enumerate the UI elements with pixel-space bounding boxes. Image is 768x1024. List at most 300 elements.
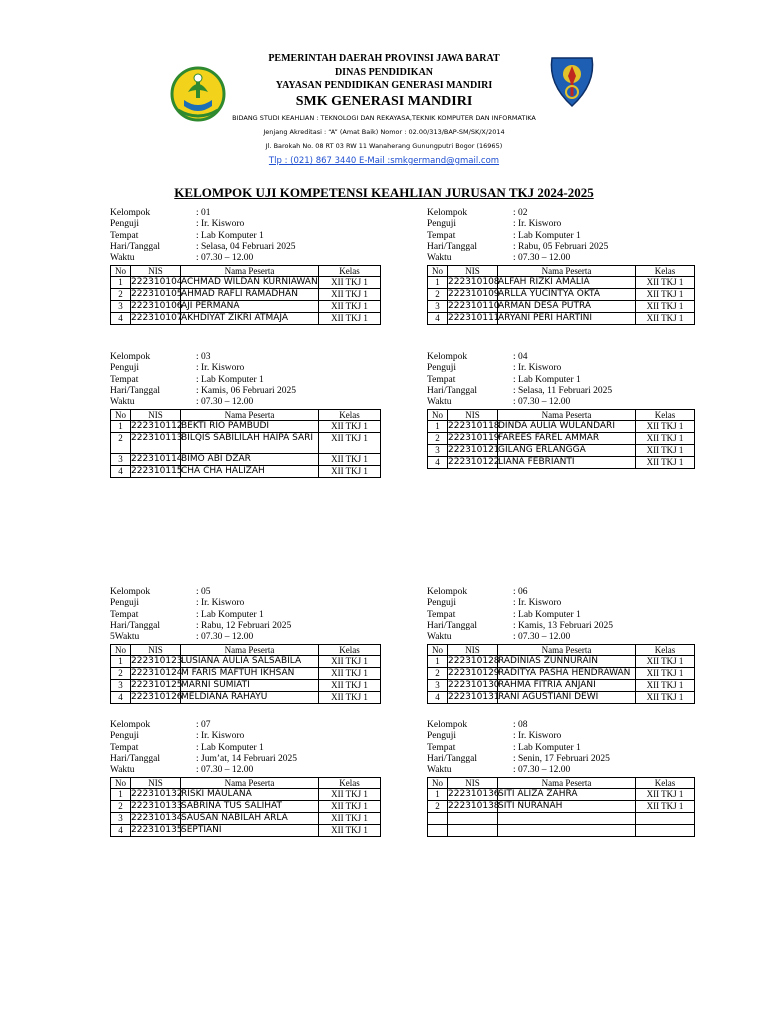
column-header-nis: NIS <box>131 410 181 421</box>
info-kelompok <box>110 587 380 598</box>
info-penguji <box>427 598 697 609</box>
cell-kelas: XII TKJ 1 <box>636 680 695 692</box>
cell-nis: 222310106 <box>131 301 183 312</box>
cell-nis: 222310105 <box>131 289 183 300</box>
info-label: Hari/Tanggal <box>110 753 160 764</box>
info-label: Penguji <box>110 363 140 374</box>
cell-nama: SAUSAN NABILAH ARLA <box>181 813 319 825</box>
info-hari <box>427 754 697 765</box>
cell-nama: ALFAH RIZKI AMALIA <box>498 277 636 289</box>
info-tempat <box>110 743 380 754</box>
column-header-no: No <box>111 410 131 421</box>
cell-nis: 222310136 <box>448 789 500 800</box>
alamat: Jl. Barokah No. 08 RT 03 RW 11 Wanaherang Gunungputri Bogor (16965) <box>265 142 503 150</box>
cell-nis: 222310132 <box>131 789 183 800</box>
column-header-nis: NIS <box>448 645 498 656</box>
table-header-row <box>111 645 381 656</box>
info-label: Tempat <box>427 374 456 385</box>
info-hari <box>427 386 697 397</box>
info-label: Waktu <box>110 253 135 264</box>
column-header-nama: Nama Peserta <box>181 266 319 277</box>
info-penguji <box>427 731 697 742</box>
info-value: : Ir. Kisworo <box>513 363 562 374</box>
info-label: Tempat <box>110 374 139 385</box>
info-value: : 01 <box>196 208 211 218</box>
table-row <box>428 789 695 801</box>
cell-nama: ARLLA YUCINTYA OKTA <box>498 289 636 301</box>
column-header-kelas: Kelas <box>319 410 381 421</box>
info-kelompok <box>110 208 380 219</box>
cell-no <box>428 825 448 837</box>
cell-nis: 222310134 <box>131 813 183 824</box>
info-label: Waktu <box>427 765 452 776</box>
info-label: Kelompok <box>427 587 468 597</box>
table-row <box>428 668 695 680</box>
table-row <box>428 433 695 445</box>
cell-nis: 222310138 <box>448 801 500 812</box>
participants-table <box>110 777 381 837</box>
info-hari <box>427 242 697 253</box>
info-tempat <box>110 231 380 242</box>
cell-kelas: XII TKJ 1 <box>319 421 381 433</box>
table-row <box>428 277 695 289</box>
info-label: Kelompok <box>427 208 468 218</box>
info-hari <box>110 242 380 253</box>
info-value: : Rabu, 12 Februari 2025 <box>196 620 292 631</box>
cell-no: 2 <box>428 433 448 445</box>
cell-nis: 222310128 <box>448 656 500 667</box>
cell-kelas: XII TKJ 1 <box>319 466 381 478</box>
cell-no: 3 <box>111 813 131 825</box>
table-row <box>111 692 381 704</box>
cell-kelas: XII TKJ 1 <box>636 457 695 469</box>
participants-table <box>110 409 381 478</box>
cell-no: 2 <box>428 289 448 301</box>
participants-table <box>427 777 695 837</box>
column-header-nis: NIS <box>448 410 498 421</box>
table-header-row <box>428 645 695 656</box>
cell-nis: 222310110 <box>448 301 500 312</box>
cell-no: 4 <box>428 457 448 469</box>
info-value: : Ir. Kisworo <box>196 598 245 609</box>
info-label: Penguji <box>427 731 457 742</box>
group-6 <box>427 587 697 704</box>
cell-nama: GILANG ERLANGGA <box>498 445 636 457</box>
cell-no: 1 <box>428 656 448 668</box>
cell-kelas: XII TKJ 1 <box>636 668 695 680</box>
cell-nama: ARMAN DESA PUTRA <box>498 301 636 313</box>
cell-no: 1 <box>111 277 131 289</box>
group-8 <box>427 720 697 837</box>
info-label: Tempat <box>110 609 139 620</box>
cell-nis: 222310107 <box>131 313 183 324</box>
cell-no: 3 <box>428 445 448 457</box>
table-row <box>111 313 381 325</box>
cell-nis: 222310122 <box>448 457 500 468</box>
info-label: Hari/Tanggal <box>427 620 477 631</box>
cell-kelas: XII TKJ 1 <box>636 301 695 313</box>
cell-nis: 222310112 <box>131 421 183 432</box>
column-header-no: No <box>428 645 448 656</box>
cell-nama: FAREES FAREL AMMAR <box>498 433 636 445</box>
cell-nis: 222310125 <box>131 680 183 691</box>
info-label: Hari/Tanggal <box>110 385 160 396</box>
cell-nama: AHMAD RAFLI RAMADHAN <box>181 289 319 301</box>
cell-no: 4 <box>111 825 131 837</box>
info-value: : Lab Komputer 1 <box>196 742 264 753</box>
cell-nis: 222310133 <box>131 801 183 812</box>
info-label: Penguji <box>427 219 457 230</box>
table-row <box>428 445 695 457</box>
info-penguji <box>110 219 380 230</box>
table-header-row <box>428 410 695 421</box>
info-value: : Selasa, 11 Februari 2025 <box>513 385 613 396</box>
column-header-no: No <box>428 778 448 789</box>
info-penguji <box>110 598 380 609</box>
info-value: : Ir. Kisworo <box>513 219 562 230</box>
info-value: : 04 <box>513 352 528 362</box>
info-value: : Lab Komputer 1 <box>513 609 581 620</box>
info-value: : 03 <box>196 352 211 362</box>
info-penguji <box>110 731 380 742</box>
info-value: : Senin, 17 Februari 2025 <box>513 753 610 764</box>
cell-nama: AKHDIYAT ZIKRI ATMAJA <box>181 313 319 325</box>
cell-no: 4 <box>111 313 131 325</box>
info-value: : Kamis, 13 Februari 2025 <box>513 620 614 631</box>
table-row <box>428 457 695 469</box>
cell-no: 2 <box>111 668 131 680</box>
info-label: Hari/Tanggal <box>427 385 477 396</box>
table-row <box>111 277 381 289</box>
cell-no: 3 <box>428 301 448 313</box>
table-row <box>111 668 381 680</box>
table-row <box>428 656 695 668</box>
cell-nis: 222310118 <box>448 421 500 432</box>
cell-nis: 222310119 <box>448 433 500 444</box>
info-label: Waktu <box>427 253 452 264</box>
info-waktu <box>427 765 697 776</box>
cell-nis: 222310109 <box>448 289 500 300</box>
cell-nama: ARYANI PERI HARTINI <box>498 313 636 325</box>
info-waktu <box>427 397 697 408</box>
cell-no: 4 <box>111 692 131 704</box>
cell-no: 3 <box>111 680 131 692</box>
info-penguji <box>110 363 380 374</box>
cell-no: 4 <box>111 466 131 478</box>
table-header-row <box>111 778 381 789</box>
table-row <box>111 813 381 825</box>
info-value: : 08 <box>513 720 528 730</box>
table-row <box>428 801 695 813</box>
table-row <box>111 656 381 668</box>
info-value: : Lab Komputer 1 <box>513 230 581 241</box>
cell-kelas: XII TKJ 1 <box>319 668 381 680</box>
cell-nama: RADITYA PASHA HENDRAWAN <box>498 668 636 680</box>
participants-table <box>427 409 695 469</box>
group-3 <box>110 352 380 478</box>
info-value: : Kamis, 06 Februari 2025 <box>196 385 297 396</box>
info-value: : Rabu, 05 Februari 2025 <box>513 241 609 252</box>
cell-kelas: XII TKJ 1 <box>319 680 381 692</box>
cell-no: 3 <box>111 301 131 313</box>
info-label: Penguji <box>427 598 457 609</box>
info-label: Kelompok <box>110 720 151 730</box>
info-label: Penguji <box>110 731 140 742</box>
cell-nama: DINDA AULIA WULANDARI <box>498 421 636 433</box>
cell-kelas: XII TKJ 1 <box>319 801 381 813</box>
cell-nis: 222310121 <box>448 445 500 456</box>
cell-kelas: XII TKJ 1 <box>636 421 695 433</box>
header-line-2: DINAS PENDIDIKAN <box>334 67 434 78</box>
info-value: : Lab Komputer 1 <box>196 374 264 385</box>
cell-kelas <box>636 813 695 825</box>
column-header-no: No <box>428 266 448 277</box>
cell-nama: MELDIANA RAHAYU <box>181 692 319 704</box>
info-value: : 07.30 – 12.00 <box>196 397 254 408</box>
info-tempat <box>110 375 380 386</box>
cell-kelas <box>636 825 695 837</box>
cell-nama: CHA CHA HALIZAH <box>181 466 319 478</box>
info-value: : 07.30 – 12.00 <box>513 397 571 408</box>
cell-kelas: XII TKJ 1 <box>319 692 381 704</box>
table-row <box>111 454 381 466</box>
info-label: Kelompok <box>427 720 468 730</box>
group-4 <box>427 352 697 469</box>
table-row <box>428 825 695 837</box>
cell-nama: SITI ALIZA ZAHRA <box>498 789 636 801</box>
table-row <box>111 466 381 478</box>
info-tempat <box>427 610 697 621</box>
info-kelompok <box>110 720 380 731</box>
info-label: Penguji <box>427 363 457 374</box>
column-header-nama: Nama Peserta <box>498 778 636 789</box>
cell-nama: ACHMAD WILDAN KURNIAWAN <box>181 277 318 288</box>
group-2 <box>427 208 697 325</box>
cell-nis: 222310115 <box>131 466 183 477</box>
table-row <box>428 813 695 825</box>
info-label: Hari/Tanggal <box>110 620 160 631</box>
document-title: KELOMPOK UJI KOMPETENSI KEAHLIAN JURUSAN TKJ 2024-2025 <box>174 185 594 200</box>
info-value: : 06 <box>513 587 528 597</box>
cell-nama: RISKI MAULANA <box>181 789 319 801</box>
table-row <box>111 433 381 454</box>
cell-nis: 222310104 <box>131 277 183 288</box>
table-row <box>428 680 695 692</box>
cell-nis: 222310126 <box>131 692 183 703</box>
info-value: : 07.30 – 12.00 <box>513 765 571 776</box>
column-header-kelas: Kelas <box>636 266 695 277</box>
cell-kelas: XII TKJ 1 <box>636 789 695 801</box>
info-value: : Ir. Kisworo <box>513 598 562 609</box>
table-row <box>428 313 695 325</box>
column-header-kelas: Kelas <box>636 645 695 656</box>
info-value: : Lab Komputer 1 <box>513 742 581 753</box>
info-tempat <box>427 231 697 242</box>
cell-nama: RAHMA FITRIA ANJANI <box>498 680 636 692</box>
cell-no: 4 <box>428 313 448 325</box>
cell-no: 1 <box>111 421 131 433</box>
info-kelompok <box>427 587 697 598</box>
cell-no: 1 <box>428 421 448 433</box>
info-label: Penguji <box>110 598 140 609</box>
header-line-3: YAYASAN PENDIDIKAN GENERASI MANDIRI <box>275 80 493 91</box>
cell-no: 4 <box>428 692 448 704</box>
cell-nis: 222310111 <box>448 313 500 324</box>
column-header-nis: NIS <box>131 266 181 277</box>
cell-kelas: XII TKJ 1 <box>636 445 695 457</box>
info-hari <box>110 621 380 632</box>
column-header-no: No <box>111 778 131 789</box>
column-header-nis: NIS <box>131 645 181 656</box>
info-value: : 07.30 – 12.00 <box>196 632 254 643</box>
cell-kelas: XII TKJ 1 <box>319 313 381 325</box>
cell-no: 1 <box>428 789 448 801</box>
cell-nama: SITI NURANAH <box>498 801 636 813</box>
column-header-nis: NIS <box>448 266 498 277</box>
cell-no: 3 <box>428 680 448 692</box>
cell-nis: 222310123 <box>131 656 183 667</box>
cell-nis: 222310124 <box>131 668 183 679</box>
info-hari <box>427 621 697 632</box>
info-value: : 07.30 – 12.00 <box>196 253 254 264</box>
info-value: : 05 <box>196 587 211 597</box>
info-value: : 07.30 – 12.00 <box>513 632 571 643</box>
info-label: 5Waktu <box>110 632 140 643</box>
info-tempat <box>110 610 380 621</box>
table-row <box>111 680 381 692</box>
info-hari <box>110 386 380 397</box>
info-value: : 02 <box>513 208 528 218</box>
info-penguji <box>427 363 697 374</box>
cell-nis: 222310114 <box>131 454 183 465</box>
cell-nama: M FARIS MAFTUH IKHSAN <box>181 668 319 680</box>
info-waktu <box>427 253 697 264</box>
info-value: : Ir. Kisworo <box>196 219 245 230</box>
cell-kelas: XII TKJ 1 <box>319 433 381 454</box>
table-row <box>428 301 695 313</box>
column-header-nama: Nama Peserta <box>498 266 636 277</box>
cell-no: 1 <box>428 277 448 289</box>
cell-kelas: XII TKJ 1 <box>319 277 381 289</box>
info-label: Tempat <box>110 230 139 241</box>
info-value: : Ir. Kisworo <box>196 363 245 374</box>
info-tempat <box>427 743 697 754</box>
info-label: Hari/Tanggal <box>427 753 477 764</box>
column-header-kelas: Kelas <box>319 266 381 277</box>
column-header-nama: Nama Peserta <box>181 410 319 421</box>
participants-table <box>427 265 695 325</box>
cell-no: 2 <box>428 668 448 680</box>
info-hari <box>110 754 380 765</box>
info-value: : Lab Komputer 1 <box>513 374 581 385</box>
cell-no <box>428 813 448 825</box>
cell-nama <box>498 813 636 825</box>
column-header-no: No <box>111 266 131 277</box>
group-5 <box>110 587 380 704</box>
column-header-nama: Nama Peserta <box>181 778 319 789</box>
info-label: Waktu <box>427 397 452 408</box>
table-header-row <box>111 410 381 421</box>
cell-nama <box>498 825 636 837</box>
info-label: Penguji <box>110 219 140 230</box>
info-waktu <box>427 632 697 643</box>
cell-no: 3 <box>111 454 131 466</box>
info-kelompok <box>427 352 697 363</box>
table-row <box>428 289 695 301</box>
cell-nama: LUSIANA AULIA SALSABILA <box>181 656 319 668</box>
cell-nis: 222310135 <box>131 825 183 836</box>
info-label: Tempat <box>110 742 139 753</box>
cell-nama: BIMO ABI DZAR <box>181 454 319 466</box>
info-label: Kelompok <box>110 208 151 218</box>
cell-no: 2 <box>111 433 131 454</box>
cell-nis: 222310113 <box>131 433 181 454</box>
cell-no: 1 <box>111 656 131 668</box>
bidang-studi: BIDANG STUDI KEAHLIAN : TEKNOLOGI DAN REKAYASA,TEKNIK KOMPUTER DAN INFORMATIKA <box>232 114 536 122</box>
table-row <box>111 801 381 813</box>
email-link[interactable]: Tlp : (021) 867 3440 E-Mail :smkgermand@gmail.com <box>268 156 500 166</box>
cell-nama: BEKTI RIO PAMBUDI <box>181 421 319 433</box>
info-waktu <box>110 632 380 643</box>
table-row <box>111 301 381 313</box>
info-label: Tempat <box>427 609 456 620</box>
table-header-row <box>428 266 695 277</box>
cell-no: 2 <box>428 801 448 813</box>
info-value: : Ir. Kisworo <box>513 731 562 742</box>
cell-kelas: XII TKJ 1 <box>319 789 381 801</box>
info-label: Waktu <box>110 397 135 408</box>
cell-nama: RADINIAS ZUNNURAIN <box>498 656 636 668</box>
info-label: Kelompok <box>110 352 151 362</box>
cell-kelas: XII TKJ 1 <box>319 813 381 825</box>
info-label: Hari/Tanggal <box>427 241 477 252</box>
cell-no: 1 <box>111 789 131 801</box>
info-value: : Lab Komputer 1 <box>196 230 264 241</box>
info-value: : Jum’at, 14 Februari 2025 <box>196 753 298 764</box>
column-header-nama: Nama Peserta <box>498 410 636 421</box>
kontak <box>0 156 768 166</box>
school-name: SMK GENERASI MANDIRI <box>295 94 473 109</box>
table-header-row <box>111 266 381 277</box>
column-header-kelas: Kelas <box>319 778 381 789</box>
akreditasi: Jenjang Akreditasi : “A” (Amat Baik) Nomor : 02.00/313/BAP-SM/SK/X/2014 <box>263 128 505 136</box>
cell-nama: RANI AGUSTIANI DEWI <box>498 692 636 704</box>
table-row <box>428 421 695 433</box>
column-header-nama: Nama Peserta <box>181 645 319 656</box>
cell-kelas: XII TKJ 1 <box>319 289 381 301</box>
table-row <box>111 789 381 801</box>
cell-kelas: XII TKJ 1 <box>636 289 695 301</box>
cell-kelas: XII TKJ 1 <box>319 301 381 313</box>
cell-nis <box>448 813 498 825</box>
info-value: : Selasa, 04 Februari 2025 <box>196 241 296 252</box>
info-waktu <box>110 765 380 776</box>
info-label: Hari/Tanggal <box>110 241 160 252</box>
column-header-no: No <box>428 410 448 421</box>
cell-kelas: XII TKJ 1 <box>636 313 695 325</box>
column-header-kelas: Kelas <box>319 645 381 656</box>
info-waktu <box>110 253 380 264</box>
cell-nama: MARNI SUMIATI <box>181 680 319 692</box>
cell-nis: 222310130 <box>448 680 500 691</box>
cell-kelas: XII TKJ 1 <box>319 454 381 466</box>
cell-nama: SEPTIANI <box>181 825 319 837</box>
column-header-no: No <box>111 645 131 656</box>
participants-table <box>110 644 381 704</box>
table-row <box>428 692 695 704</box>
table-row <box>111 421 381 433</box>
header-line-1: PEMERINTAH DAERAH PROVINSI JAWA BARAT <box>268 53 500 64</box>
